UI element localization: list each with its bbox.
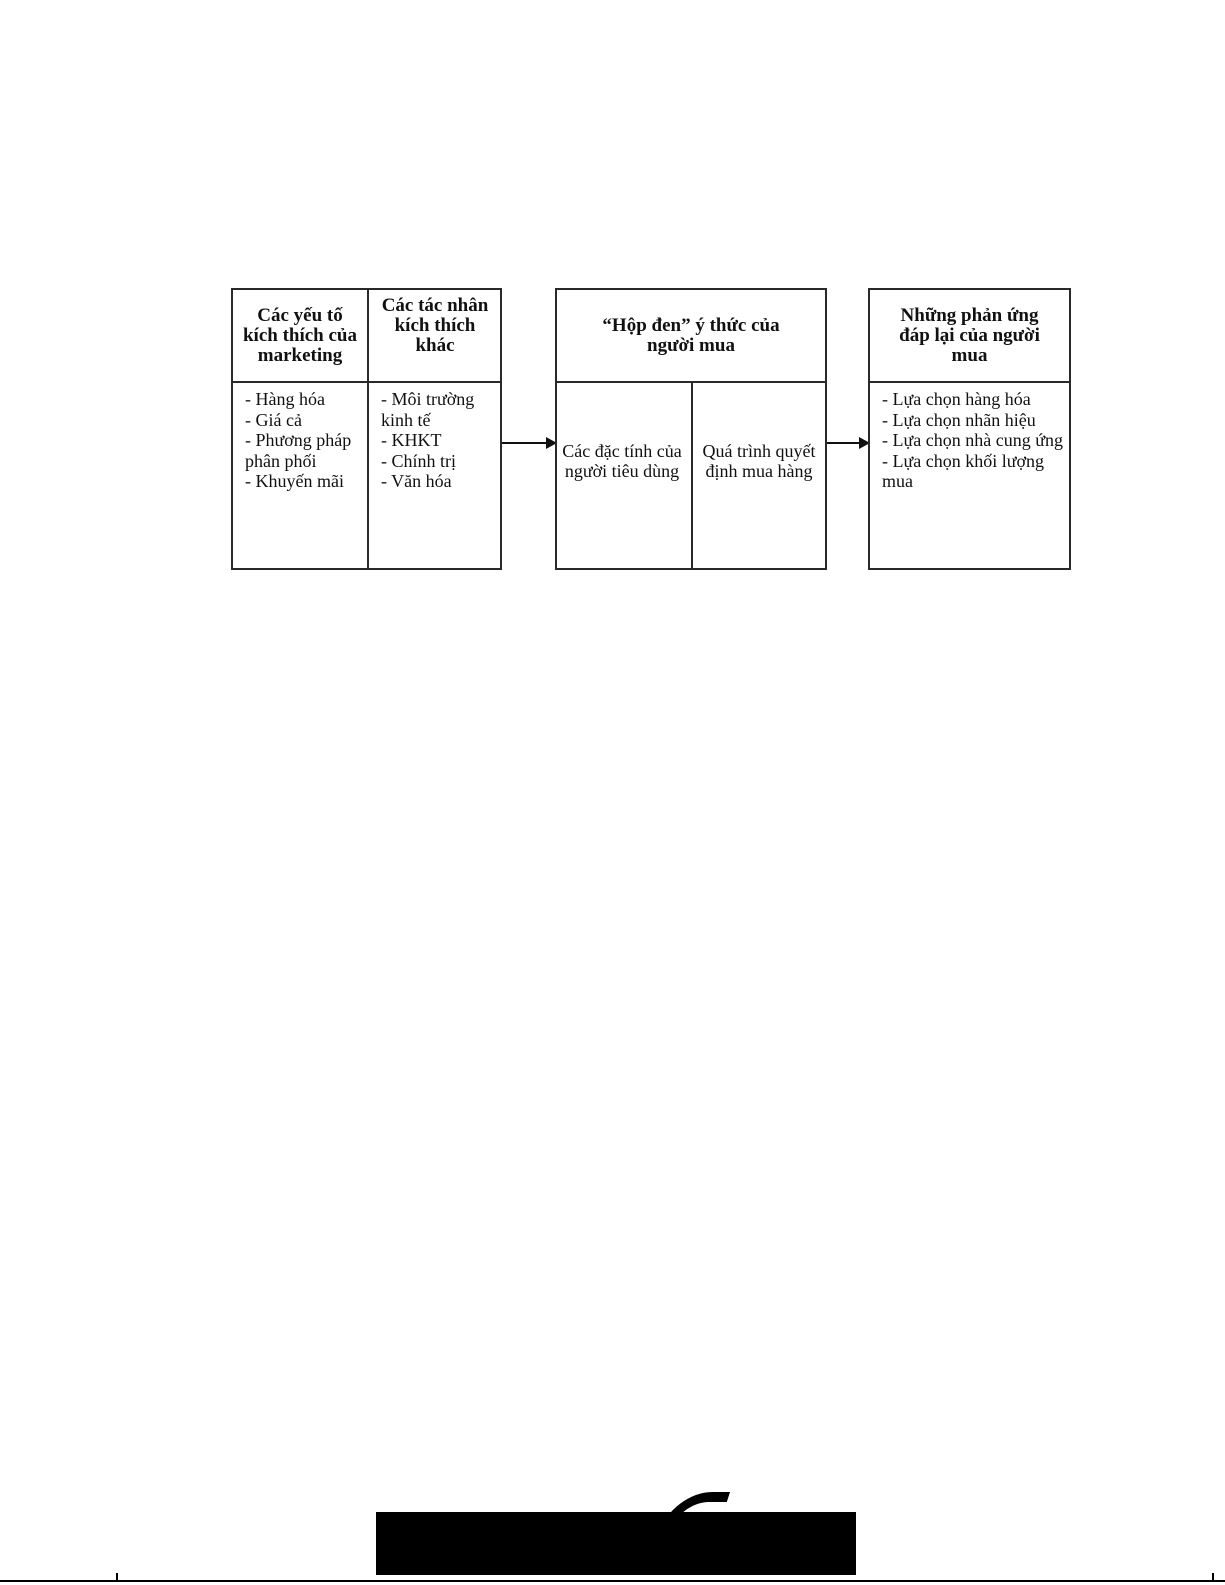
consumer-characteristics: Các đặc tính của người tiêu dùng xyxy=(562,440,682,481)
arrow-right-icon xyxy=(502,442,555,444)
responses-list xyxy=(870,383,1071,492)
marketing-stimuli-title: Các yếu tố kích thích của marketing xyxy=(242,305,358,366)
list-item: - Phương pháp phân phối xyxy=(245,430,352,471)
list-item: - Hàng hóa xyxy=(245,389,325,409)
list-item: - Môi trường kinh tế xyxy=(381,389,475,430)
other-stimuli-list xyxy=(369,383,502,492)
list-item: - Giá cả xyxy=(245,409,302,430)
responses-title: Những phản ứng đáp lại của người mua xyxy=(899,305,1040,366)
page-bottom-rule xyxy=(0,1580,1225,1582)
list-item: - KHKT xyxy=(381,430,442,450)
list-item: - Lựa chọn khối lượng mua xyxy=(882,450,1044,491)
purchase-decision-process: Quá trình quyết định mua hàng xyxy=(702,440,816,481)
list-item: - Lựa chọn nhãn hiệu xyxy=(882,409,1036,430)
list-item: - Văn hóa xyxy=(381,471,452,491)
list-item: - Lựa chọn hàng hóa xyxy=(882,389,1031,409)
page-tick xyxy=(1212,1573,1214,1582)
list-item: - Lựa chọn nhà cung ứng xyxy=(882,430,1063,450)
black-box-title: “Hộp đen” ý thức của người mua xyxy=(602,315,780,356)
footer-bar xyxy=(376,1512,856,1575)
arrow-right-icon xyxy=(827,442,868,444)
marketing-stimuli-list xyxy=(233,383,367,492)
page-tick xyxy=(116,1573,118,1582)
list-item: - Khuyến mãi xyxy=(245,471,344,491)
other-stimuli-title: Các tác nhân kích thích khác xyxy=(381,295,489,356)
list-item: - Chính trị xyxy=(381,450,456,471)
black-box-divider xyxy=(691,381,693,570)
